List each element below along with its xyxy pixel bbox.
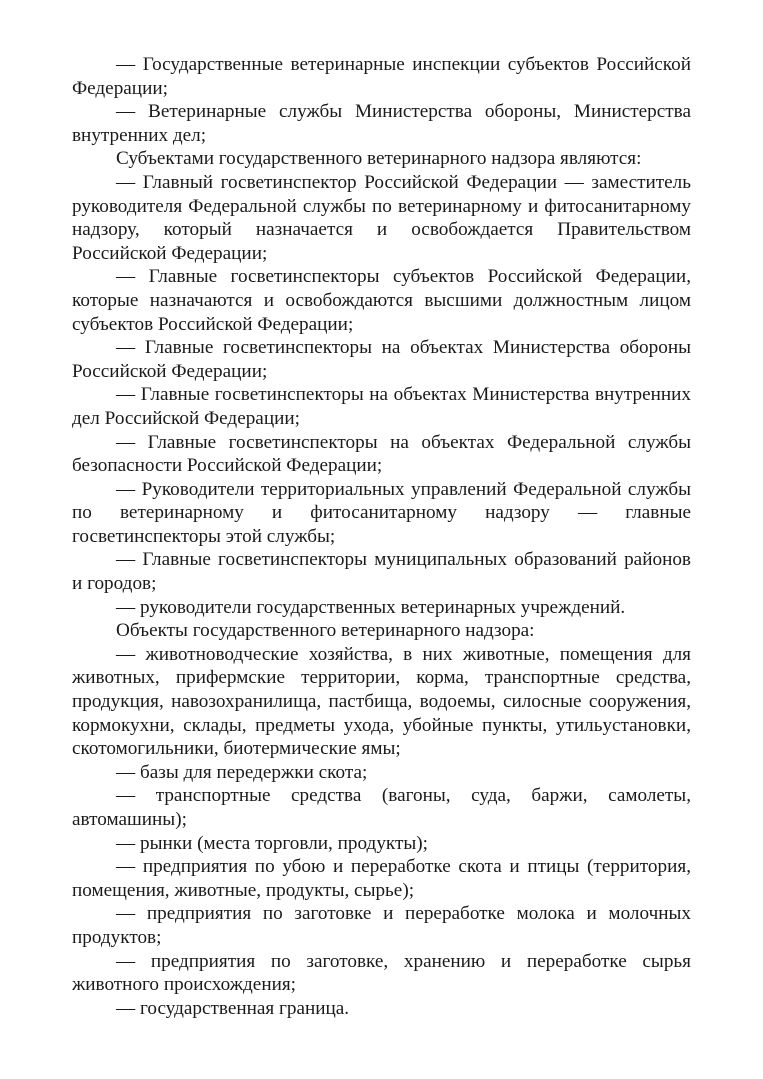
paragraph-8: — Главные госветинспекторы на объектах Федеральной службы безопасности Российской Федерации; — [72, 431, 691, 477]
paragraph-10: — Главные госветинспекторы муниципальных образований районов и городов; — [72, 549, 691, 595]
paragraph-2: — Ветеринарные службы Министерства обороны, Министерства внутренних дел; — [72, 101, 691, 146]
paragraph-13: — животноводческие хозяйства, в них животные, помещения для животных, прифермские территории, корма, транспортные средства, продукция, навозохранилища, пастбища, водоемы, силосные сооружения, кормокухни, склады, предметы ухода, убойные пункты, утильустановки, скотомогильники, биотермические ямы; — [72, 643, 691, 760]
paragraph-20: — государственная граница. — [116, 997, 350, 1019]
paragraph-19: — предприятия по заготовке, хранению и переработке сырья животного происхождения; — [72, 950, 691, 996]
paragraph-14: — базы для передержки скота; — [116, 761, 368, 783]
paragraph-6: — Главные госветинспекторы на объектах Министерства обороны Российской Федерации; — [72, 337, 691, 382]
paragraph-3: Субъектами государственного ветеринарного надзора являются: — [116, 148, 642, 170]
paragraph-12: Объекты государственного ветеринарного надзора: — [116, 620, 535, 642]
paragraph-15: — транспортные средства (вагоны, суда, баржи, самолеты, автомашины); — [72, 785, 691, 830]
paragraph-7: — Главные госветинспекторы на объектах Министерства внутренних дел Российской Федерации; — [72, 384, 691, 429]
paragraph-1: — Государственные ветеринарные инспекции субъектов Российской Федерации; — [72, 54, 691, 99]
paragraph-16: — рынки (места торговли, продукты); — [116, 832, 428, 854]
paragraph-5: — Главные госветинспекторы субъектов Российской Федерации, которые назначаются и освобождаются высшими должностным лицом субъектов Российской Федерации; — [72, 266, 691, 335]
paragraph-4: — Главный госветинспектор Российской Федерации — заместитель руководителя Федеральной службы по ветеринарному и фитосанитарному надзору, который назначается и освобождается Правительством Российской Федерации; — [72, 171, 691, 264]
paragraph-17: — предприятия по убою и переработке скота и птицы (территория, помещения, животные, продукты, сырье); — [72, 856, 691, 901]
paragraph-9: — Руководители территориальных управлений Федеральной службы по ветеринарному и фитосанитарному надзору — главные госветинспекторы этой службы; — [72, 478, 691, 547]
document-body — [72, 53, 691, 1020]
paragraph-18: — предприятия по заготовке и переработке молока и молочных продуктов; — [72, 903, 691, 948]
paragraph-11: — руководители государственных ветеринарных учреждений. — [116, 596, 626, 618]
